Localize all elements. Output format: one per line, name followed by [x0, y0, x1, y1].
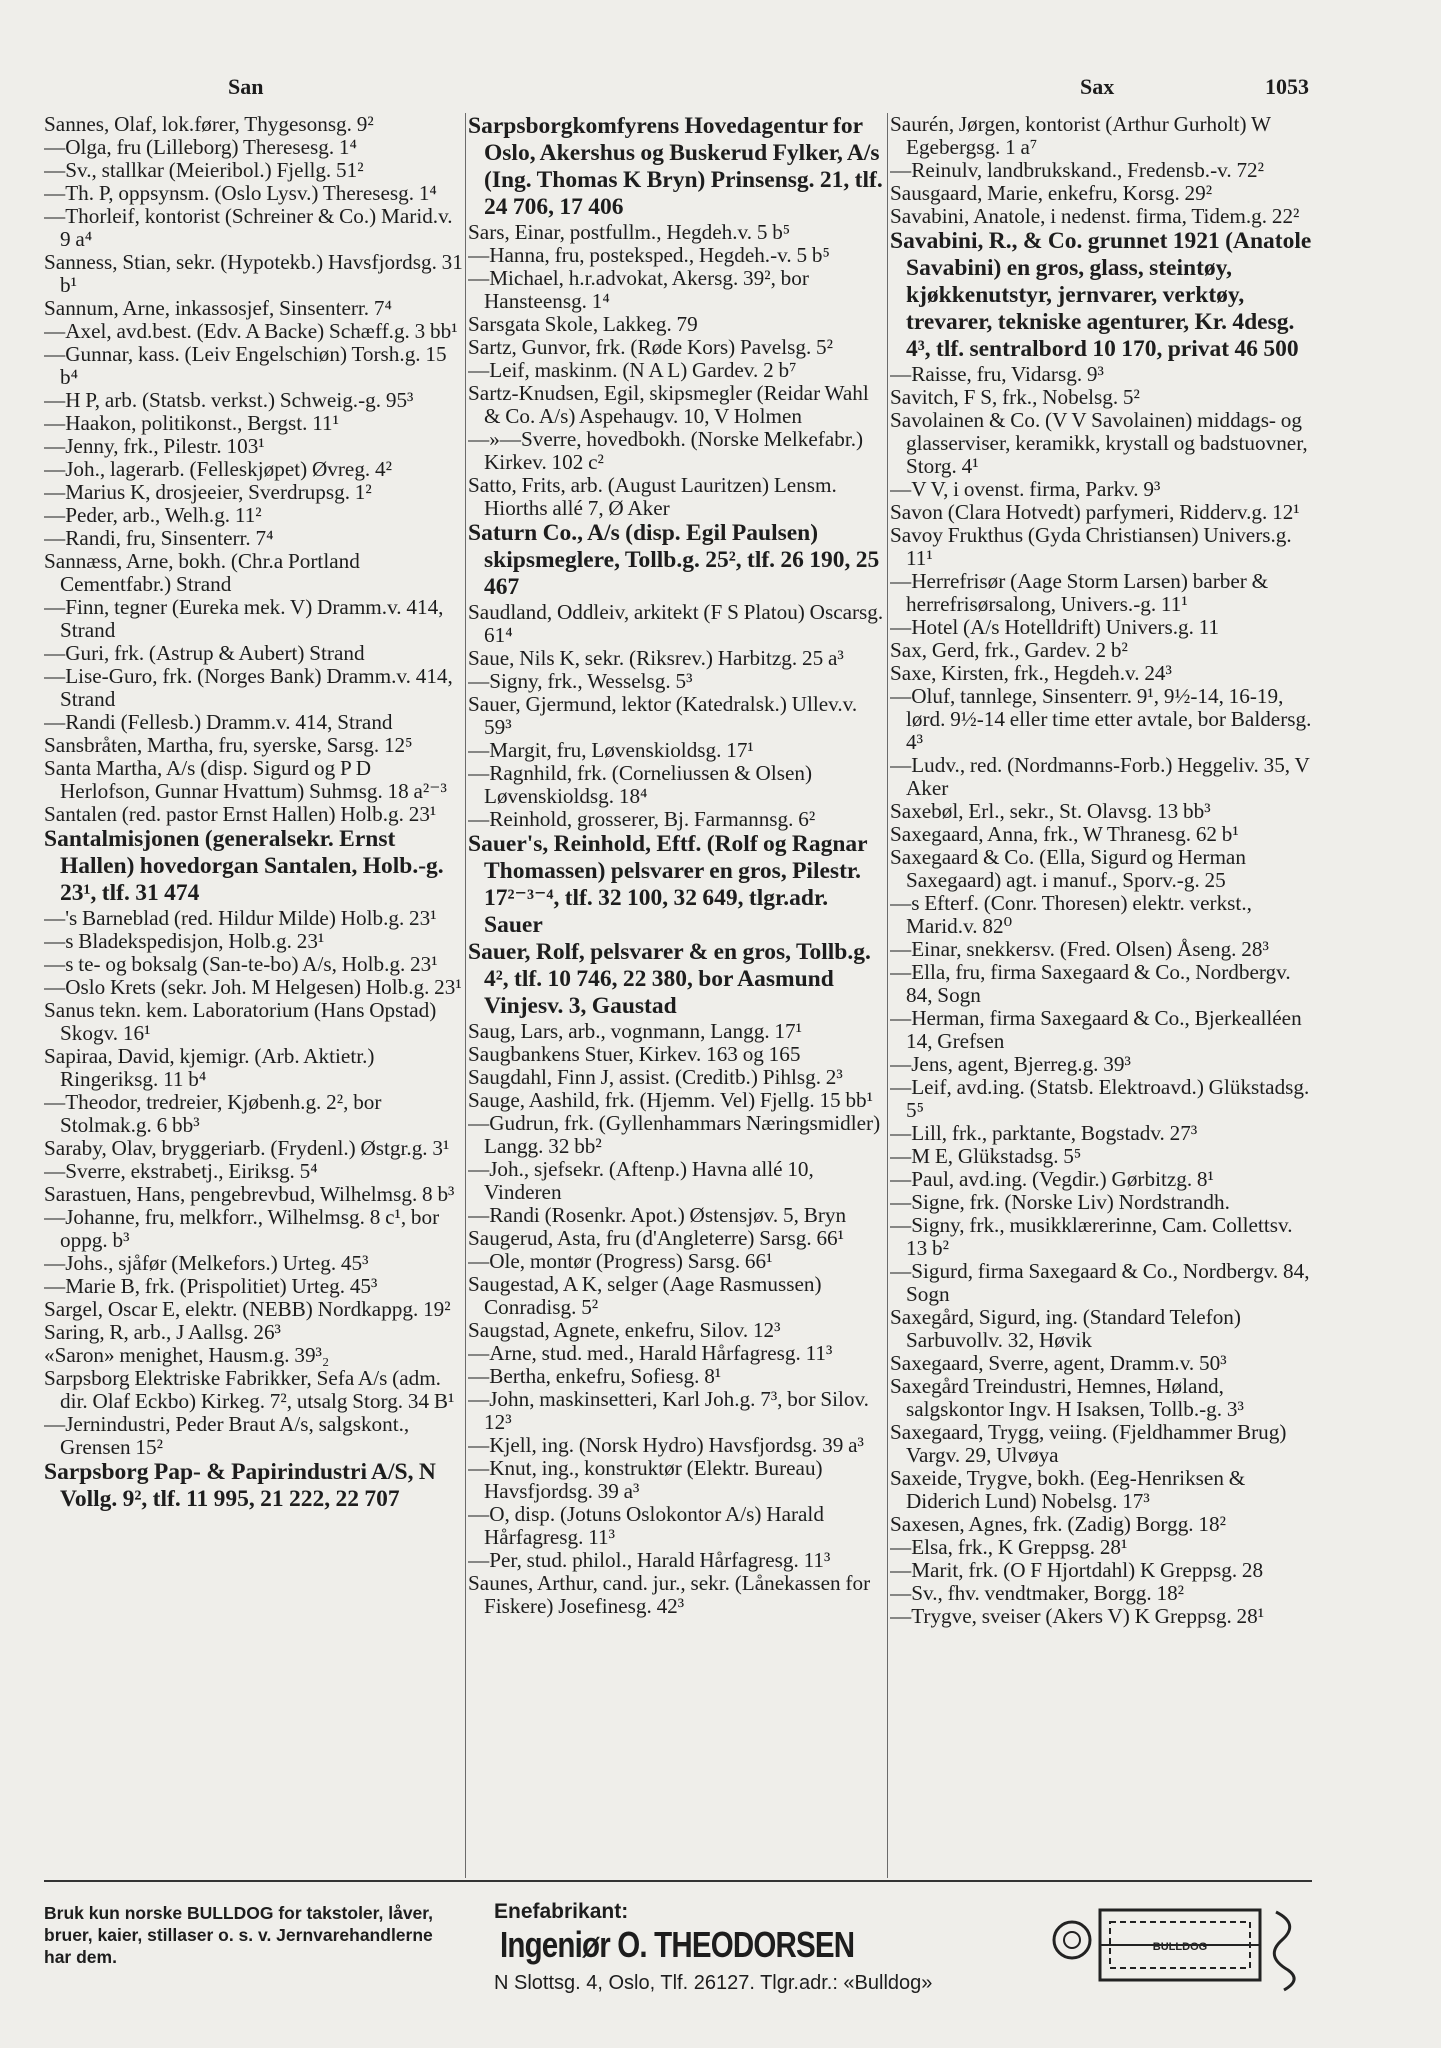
directory-entry: —Oluf, tannlege, Sinsenterr. 9¹, 9½-14, 16-19, lørd. 9½-14 eller time etter avtale, bor Baldersg. 4³	[890, 684, 1312, 754]
directory-entry: Savitch, F S, frk., Nobelsg. 5²	[890, 385, 1140, 409]
directory-entry: —'s Barneblad (red. Hildur Milde) Holb.g. 23¹	[44, 906, 437, 930]
directory-entry: —Finn, tegner (Eureka mek. V) Dramm.v. 414, Strand	[44, 595, 444, 642]
directory-entry: —Leif, maskinm. (N A L) Gardev. 2 b⁷	[468, 358, 797, 382]
directory-entry: Sarsgata Skole, Lakkeg. 79	[468, 312, 698, 336]
directory-entry: —Olga, fru (Lilleborg) Theresesg. 1⁴	[44, 135, 357, 159]
directory-entry: Saurén, Jørgen, kontorist (Arthur Gurholt) W Egebergsg. 1 a⁷	[890, 113, 1271, 159]
directory-entry: Sauge, Aashild, frk. (Hjemm. Vel) Fjellg. 15 bb¹	[468, 1088, 873, 1112]
directory-entry: —Haakon, politikonst., Bergst. 11¹	[44, 411, 339, 435]
directory-entry: —Jens, agent, Bjerreg.g. 39³	[890, 1052, 1131, 1076]
directory-entry: Savabini, Anatole, i nedenst. firma, Tidem.g. 22²	[890, 204, 1300, 228]
directory-entry: Savon (Clara Hotvedt) parfymeri, Ridderv.g. 12¹	[890, 500, 1300, 524]
directory-column-left	[44, 113, 464, 1513]
directory-entry: —Lill, frk., parktante, Bogstadv. 27³	[890, 1121, 1198, 1145]
directory-entry: Sannæss, Arne, bokh. (Chr.a Portland Cementfabr.) Strand	[44, 549, 360, 596]
directory-entry: Sarpsborg Pap- & Papirindustri A/S, N Vollg. 9², tlf. 11 995, 21 222, 22 707	[44, 1459, 436, 1512]
directory-entry: —Johanne, fru, melkforr., Wilhelmsg. 8 c¹, bor oppg. b³	[44, 1205, 440, 1252]
directory-entry: Savoy Frukthus (Gyda Christiansen) Univers.g. 11¹	[890, 523, 1292, 570]
column-divider	[465, 113, 466, 1878]
directory-entry: —Hanna, fru, posteksped., Hegdeh.-v. 5 b⁵	[468, 243, 830, 267]
directory-entry: Sauer, Gjermund, lektor (Katedralsk.) Ullev.v. 59³	[468, 692, 858, 739]
directory-entry: —Raisse, fru, Vidarsg. 9³	[890, 362, 1104, 386]
directory-entry: —s Bladekspedisjon, Holb.g. 23¹	[44, 929, 325, 953]
directory-entry: —M E, Glükstadsg. 5⁵	[890, 1144, 1082, 1168]
directory-entry: —s Efterf. (Conr. Thoresen) elektr. verkst., Marid.v. 82⁰	[890, 891, 1252, 938]
advertisement	[44, 1900, 1312, 2000]
directory-entry: —Knut, ing., konstruktør (Elektr. Bureau) Havsfjordsg. 39 a³	[468, 1456, 823, 1503]
directory-entry: Sansbråten, Martha, fru, syerske, Sarsg. 12⁵	[44, 733, 413, 757]
directory-entry: Saxegaard, Trygg, veiing. (Fjeldhammer Brug) Vargv. 29, Ulvøya	[890, 1420, 1287, 1467]
directory-entry: —Peder, arb., Welh.g. 11²	[44, 503, 262, 527]
directory-entry: Saue, Nils K, sekr. (Riksrev.) Harbitzg. 25 a³	[468, 646, 844, 670]
page-header	[0, 74, 1441, 104]
directory-entry: «Saron» menighet, Hausm.g. 39³₂	[44, 1343, 330, 1367]
directory-entry: —Thorleif, kontorist (Schreiner & Co.) Marid.v. 9 a⁴	[44, 204, 453, 251]
directory-column-middle	[468, 113, 888, 1618]
directory-entry: Saxegaard & Co. (Ella, Sigurd og Herman Saxegaard) agt. i manuf., Sporv.-g. 25	[890, 845, 1246, 892]
directory-entry: Sartz, Gunvor, frk. (Røde Kors) Pavelsg. 5²	[468, 335, 833, 359]
directory-entry: —Trygve, sveiser (Akers V) K Greppsg. 28¹	[890, 1604, 1265, 1628]
directory-entry: —»—Sverre, hovedbokh. (Norske Melkefabr.) Kirkev. 102 c²	[468, 427, 864, 474]
directory-entry: —Jenny, frk., Pilestr. 103¹	[44, 434, 265, 458]
directory-entry: —Randi, fru, Sinsenterr. 7⁴	[44, 526, 274, 550]
logo-brand-text: BULLDOG	[1152, 1941, 1208, 1953]
directory-entry: —Randi (Fellesb.) Dramm.v. 414, Strand	[44, 710, 393, 734]
directory-entry: —Signy, frk., Wesselsg. 5³	[468, 669, 693, 693]
advertisement-address: N Slottsg. 4, Oslo, Tlf. 26127. Tlgr.adr.: «Bulldog»	[494, 1972, 933, 1994]
directory-entry: —Reinulv, landbrukskand., Fredensb.-v. 72²	[890, 158, 1265, 182]
directory-entry: —Reinhold, grosserer, Bj. Farmannsg. 6²	[468, 807, 816, 831]
directory-entry: —Guri, frk. (Astrup & Aubert) Strand	[44, 641, 365, 665]
directory-entry: Sannes, Olaf, lok.fører, Thygesonsg. 9²	[44, 113, 374, 136]
directory-entry: —Sverre, ekstrabetj., Eiriksg. 5⁴	[44, 1159, 318, 1183]
directory-entry: —Michael, h.r.advokat, Akersg. 39², bor Hansteensg. 1⁴	[468, 266, 809, 313]
directory-entry: —Elsa, frk., K Greppsg. 28¹	[890, 1535, 1128, 1559]
directory-entry: —Oslo Krets (sekr. Joh. M Helgesen) Holb.g. 23¹	[44, 975, 462, 999]
directory-entry: —Sigurd, firma Saxegaard & Co., Nordbergv. 84, Sogn	[890, 1259, 1310, 1306]
directory-entry: —Herman, firma Saxegaard & Co., Bjerkealléen 14, Grefsen	[890, 1006, 1302, 1053]
directory-entry: Saugestad, A K, selger (Aage Rasmussen) Conradisg. 5²	[468, 1272, 822, 1319]
directory-entry: —Axel, avd.best. (Edv. A Backe) Schæff.g. 3 bb¹	[44, 319, 458, 343]
directory-entry: —Ella, fru, firma Saxegaard & Co., Nordbergv. 84, Sogn	[890, 960, 1291, 1007]
advertisement-label: Enefabrikant:	[494, 1900, 629, 1923]
directory-entry: Satto, Frits, arb. (August Lauritzen) Lensm. Hiorths allé 7, Ø Aker	[468, 473, 837, 520]
directory-entry: Saugbankens Stuer, Kirkev. 163 og 165	[468, 1042, 801, 1066]
directory-entry: —Signy, frk., musikklærerinne, Cam. Collettsv. 13 b²	[890, 1213, 1293, 1260]
directory-entry: Savabini, R., & Co. grunnet 1921 (Anatole Savabini) en gros, glass, steintøy, kjøkkenutstyr, jernvarer, verktøy, trevarer, tekniske agenturer, Kr. 4desg. 4³, tlf. sentralbord 10 170, privat 46 500	[890, 228, 1312, 362]
directory-entry: —Margit, fru, Løvenskioldsg. 17¹	[468, 738, 754, 762]
directory-entry: —Kjell, ing. (Norsk Hydro) Havsfjordsg. 39 a³	[468, 1433, 864, 1457]
directory-entry: —Arne, stud. med., Harald Hårfagresg. 11³	[468, 1341, 833, 1365]
directory-entry: Saxegaard, Sverre, agent, Dramm.v. 50³	[890, 1351, 1227, 1375]
directory-entry: —Paul, avd.ing. (Vegdir.) Gørbitzg. 8¹	[890, 1167, 1214, 1191]
directory-entry: Saxebøl, Erl., sekr., St. Olavsg. 13 bb³	[890, 799, 1211, 823]
directory-entry: Saugstad, Agnete, enkefru, Silov. 12³	[468, 1318, 781, 1342]
directory-entry: —Theodor, tredreier, Kjøbenh.g. 2², bor Stolmak.g. 6 bb³	[44, 1090, 382, 1137]
directory-entry: Sauer's, Reinhold, Eftf. (Rolf og Ragnar Thomassen) pelsvarer en gros, Pilestr. 17²⁻³⁻⁴, tlf. 32 100, 32 649, tlgr.adr. Sauer	[468, 831, 868, 938]
directory-entry: Sarastuen, Hans, pengebrevbud, Wilhelmsg. 8 b³	[44, 1182, 455, 1206]
bulldog-bracket-logo	[1044, 1900, 1312, 1996]
directory-entry: —Sv., stallkar (Meieribol.) Fjellg. 51²	[44, 158, 364, 182]
directory-entry: Saxegaard, Anna, frk., W Thranesg. 62 b¹	[890, 822, 1239, 846]
directory-entry: Saring, R, arb., J Aallsg. 26³	[44, 1320, 281, 1344]
directory-entry: —Marie B, frk. (Prispolitiet) Urteg. 45³	[44, 1274, 378, 1298]
directory-entry: —Ludv., red. (Nordmanns-Forb.) Heggeliv. 35, V Aker	[890, 753, 1310, 800]
directory-entry: —Einar, snekkersv. (Fred. Olsen) Åseng. 28³	[890, 937, 1269, 961]
directory-entry: —Per, stud. philol., Harald Hårfagresg. 11³	[468, 1548, 831, 1572]
directory-entry: —Th. P, oppsynsm. (Oslo Lysv.) Theresesg. 1⁴	[44, 181, 437, 205]
directory-entry: Sanness, Stian, sekr. (Hypotekb.) Havsfjordsg. 31 b¹	[44, 250, 463, 297]
directory-entry: Saxeide, Trygve, bokh. (Eeg-Henriksen & Diderich Lund) Nobelsg. 17³	[890, 1466, 1246, 1513]
directory-entry: Sauer, Rolf, pelsvarer & en gros, Tollb.g. 4², tlf. 10 746, 22 380, bor Aasmund Vinjesv. 3, Gaustad	[468, 939, 871, 1019]
directory-entry: Sartz-Knudsen, Egil, skipsmegler (Reidar Wahl & Co. A/s) Aspehaugv. 10, V Holmen	[468, 381, 869, 428]
column-divider	[887, 113, 888, 1878]
directory-entry: Santa Martha, A/s (disp. Sigurd og P D Herlofson, Gunnar Hvattum) Suhmsg. 18 a²⁻³	[44, 756, 447, 803]
directory-entry: —John, maskinsetteri, Karl Joh.g. 7³, bor Silov. 12³	[468, 1387, 869, 1434]
directory-entry: —Gudrun, frk. (Gyllenhammars Næringsmidler) Langg. 32 bb²	[468, 1111, 881, 1158]
directory-entry: —Herrefrisør (Aage Storm Larsen) barber & herrefrisørsalong, Univers.-g. 11¹	[890, 569, 1269, 616]
advertisement-brand: Ingeniør O. THEODORSEN	[500, 1924, 855, 1965]
directory-entry: —Ole, montør (Progress) Sarsg. 66¹	[468, 1249, 773, 1273]
advertisement-slogan: Bruk kun norske BULLDOG for takstoler, låver, bruer, kaier, stillaser o. s. v. Jernvarehandlerne har dem.	[44, 1903, 433, 1967]
directory-entry: Saugerud, Asta, fru (d'Angleterre) Sarsg. 66¹	[468, 1226, 844, 1250]
directory-entry: —H P, arb. (Statsb. verkst.) Schweig.-g. 95³	[44, 388, 414, 412]
directory-entry: Sarpsborg Elektriske Fabrikker, Sefa A/s (adm. dir. Olaf Eckbo) Kirkeg. 7², utsalg Storg. 34 B¹	[44, 1366, 455, 1413]
advertisement-manufacturer	[494, 1900, 1034, 1995]
directory-entry: —Bertha, enkefru, Sofiesg. 8¹	[468, 1364, 722, 1388]
directory-entry: Saxesen, Agnes, frk. (Zadig) Borgg. 18²	[890, 1512, 1226, 1536]
directory-entry: —Johs., sjåfør (Melkefors.) Urteg. 45³	[44, 1251, 369, 1275]
directory-entry: —Joh., sjefsekr. (Aftenp.) Havna allé 10, Vinderen	[468, 1157, 814, 1204]
directory-entry: —Sv., fhv. vendtmaker, Borgg. 18²	[890, 1581, 1185, 1605]
directory-entry: Sargel, Oscar E, elektr. (NEBB) Nordkappg. 19²	[44, 1297, 451, 1321]
directory-entry: —Marius K, drosjeeier, Sverdrupsg. 1²	[44, 480, 372, 504]
directory-entry: —Joh., lagerarb. (Felleskjøpet) Øvreg. 4²	[44, 457, 392, 481]
directory-entry: Saudland, Oddleiv, arkitekt (F S Platou) Oscarsg. 61⁴	[468, 600, 884, 647]
directory-entry: Saug, Lars, arb., vognmann, Langg. 17¹	[468, 1019, 802, 1043]
directory-entry: Santalen (red. pastor Ernst Hallen) Holb.g. 23¹	[44, 802, 437, 826]
directory-entry: Sapiraa, David, kjemigr. (Arb. Aktietr.) Ringeriksg. 11 b⁴	[44, 1044, 375, 1091]
header-right-keyword: Sax	[1080, 74, 1115, 99]
directory-entry: —V V, i ovenst. firma, Parkv. 9³	[890, 477, 1161, 501]
directory-entry: —Randi (Rosenkr. Apot.) Østensjøv. 5, Bryn	[468, 1203, 847, 1227]
directory-entry: Sars, Einar, postfullm., Hegdeh.v. 5 b⁵	[468, 220, 791, 244]
directory-entry: Sausgaard, Marie, enkefru, Korsg. 29²	[890, 181, 1213, 205]
directory-entry: Savolainen & Co. (V V Savolainen) middags- og glasserviser, keramikk, krystall og badstuovner, Storg. 4¹	[890, 408, 1308, 478]
directory-entry: Santalmisjonen (generalsekr. Ernst Hallen) hovedorgan Santalen, Holb.-g. 23¹, tlf. 31 474	[44, 826, 444, 906]
page-number: 1053	[1265, 74, 1309, 99]
directory-entry: —Leif, avd.ing. (Statsb. Elektroavd.) Glükstadsg. 5⁵	[890, 1075, 1310, 1122]
directory-entry: Sanus tekn. kem. Laboratorium (Hans Opstad) Skogv. 16¹	[44, 998, 437, 1045]
directory-entry: —Jernindustri, Peder Braut A/s, salgskont., Grensen 15²	[44, 1412, 410, 1459]
directory-entry: —Lise-Guro, frk. (Norges Bank) Dramm.v. 414, Strand	[44, 664, 453, 711]
directory-column-right	[890, 113, 1315, 1628]
directory-entry: Saugdahl, Finn J, assist. (Creditb.) Pihlsg. 2³	[468, 1065, 843, 1089]
directory-entry: —s te- og boksalg (San-te-bo) A/s, Holb.g. 23¹	[44, 952, 438, 976]
header-left-keyword: San	[228, 74, 264, 99]
directory-entry: —Signe, frk. (Norske Liv) Nordstrandh.	[890, 1190, 1230, 1214]
directory-entry: Saraby, Olav, bryggeriarb. (Frydenl.) Østgr.g. 3¹	[44, 1136, 450, 1160]
directory-entry: —Hotel (A/s Hotelldrift) Univers.g. 11	[890, 615, 1220, 639]
directory-entry: —Marit, frk. (O F Hjortdahl) K Greppsg. 28	[890, 1558, 1264, 1582]
directory-entry: Saxegård, Sigurd, ing. (Standard Telefon) Sarbuvollv. 32, Høvik	[890, 1305, 1241, 1352]
directory-entry: Saturn Co., A/s (disp. Egil Paulsen) skipsmeglere, Tollb.g. 25², tlf. 26 190, 25 467	[468, 520, 880, 600]
directory-entry: —Ragnhild, frk. (Corneliussen & Olsen) Løvenskioldsg. 18⁴	[468, 761, 813, 808]
directory-entry: Sannum, Arne, inkassosjef, Sinsenterr. 7⁴	[44, 296, 392, 320]
directory-entry: Sax, Gerd, frk., Gardev. 2 b²	[890, 638, 1128, 662]
directory-entry: Saunes, Arthur, cand. jur., sekr. (Lånekassen for Fiskere) Josefinesg. 42³	[468, 1571, 871, 1618]
advertisement-divider	[44, 1880, 1312, 1882]
directory-entry: Saxe, Kirsten, frk., Hegdeh.v. 24³	[890, 661, 1172, 685]
directory-entry: —O, disp. (Jotuns Oslokontor A/s) Harald Hårfagresg. 11³	[468, 1502, 824, 1549]
directory-entry: —Gunnar, kass. (Leiv Engelschiøn) Torsh.g. 15 b⁴	[44, 342, 447, 389]
directory-entry: Sarpsborgkomfyrens Hovedagentur for Oslo, Akershus og Buskerud Fylker, A/s (Ing. Thomas K Bryn) Prinsensg. 21, tlf. 24 706, 17 406	[468, 113, 883, 220]
directory-entry: Saxegård Treindustri, Hemnes, Høland, salgskontor Ingv. H Isaksen, Tollb.-g. 3³	[890, 1374, 1244, 1421]
